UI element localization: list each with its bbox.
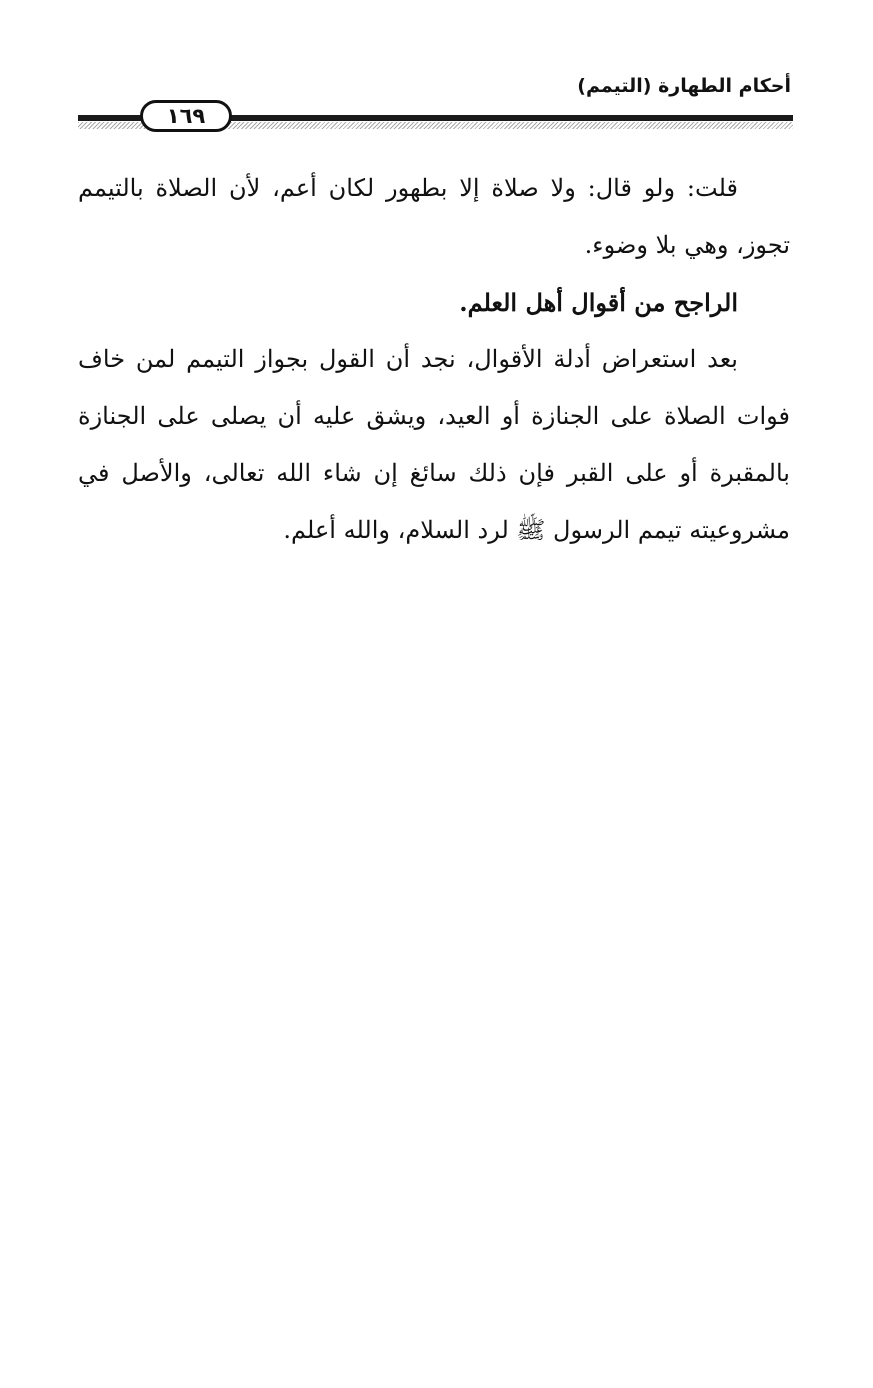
main-text <box>78 160 790 559</box>
page-number: ١٦٩ <box>140 100 232 132</box>
paragraph-note: قلت: ولو قال: ولا صلاة إلا بطهور لكان أعم، لأن الصلاة بالتيمم تجوز، وهي بلا وضوء. <box>78 174 790 259</box>
paragraph-conclusion: بعد استعراض أدلة الأقوال، نجد أن القول بجواز التيمم لمن خاف فوات الصلاة على الجنازة أو العيد، ويشق عليه أن يصلى على الجنازة بالمقبرة أو على القبر فإن ذلك سائغ إن شاء الله تعالى، والأصل في مشروعيته تيمم الرسول ﷺ لرد السلام، والله أعلم. <box>78 345 790 544</box>
header-rule <box>78 100 793 134</box>
running-header-title: أحكام الطهارة (التيمم) <box>577 75 791 97</box>
section-heading: الراجح من أقوال أهل العلم. <box>459 288 738 317</box>
